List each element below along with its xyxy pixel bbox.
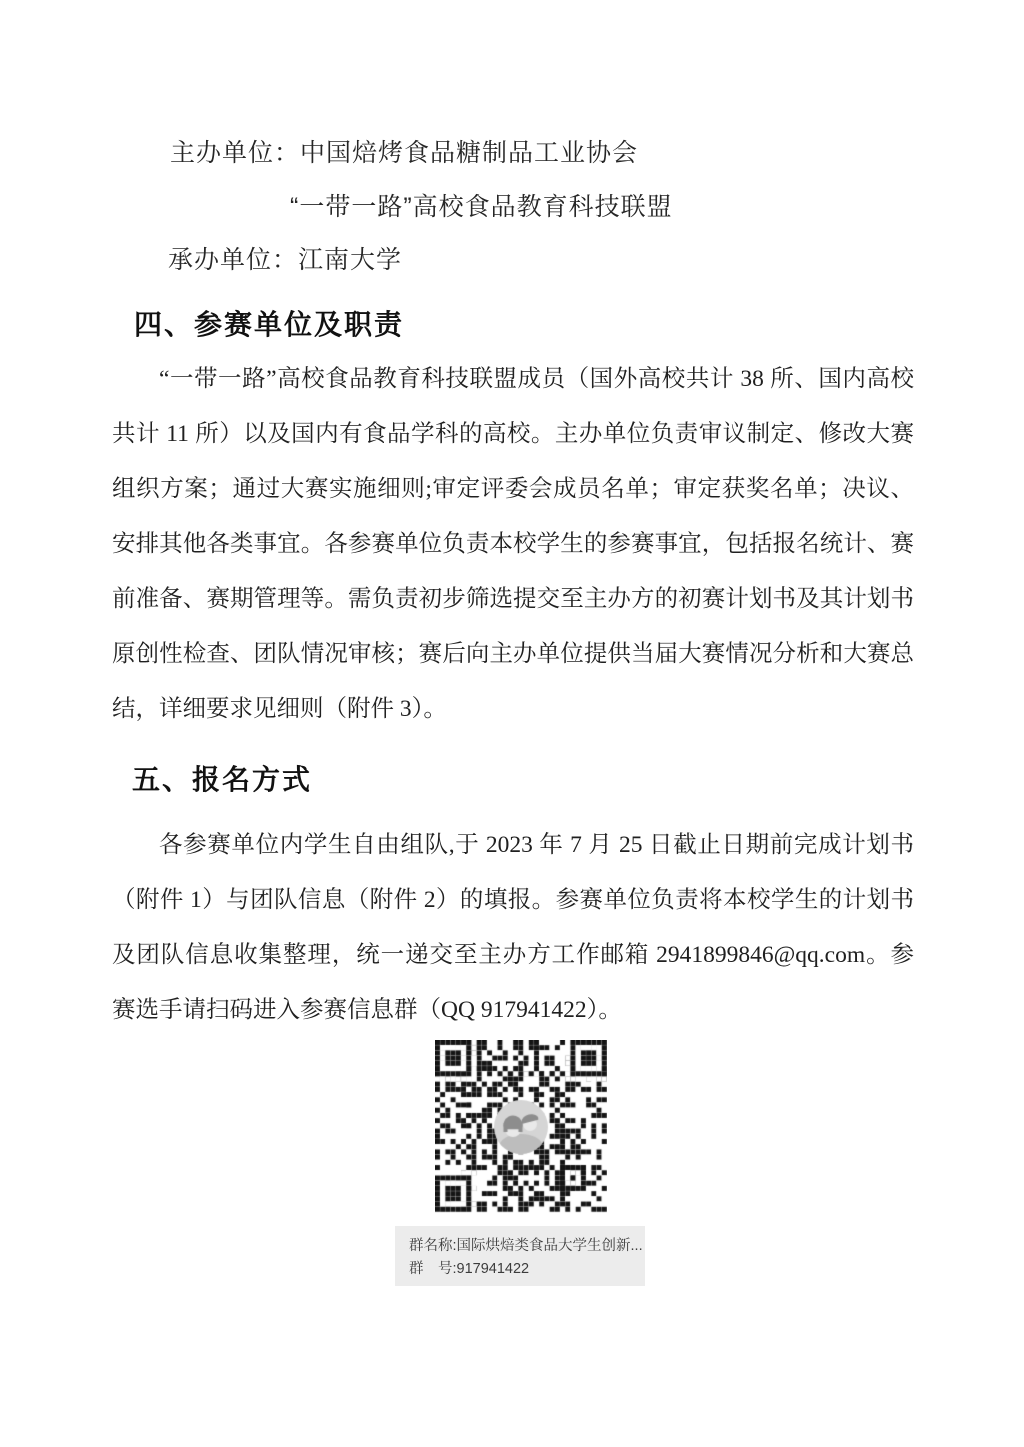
qr-group-number-label: 群 号:917941422 (409, 1261, 530, 1277)
qq-group-qr-code (435, 1040, 607, 1214)
host-organizer-line-2: “一带一路”高校食品教育科技联盟 (290, 193, 673, 221)
qr-group-name-label: 群名称:国际烘焙类食品大学生创新... (409, 1238, 643, 1254)
qr-caption-box (395, 1226, 645, 1286)
section-5-heading: 五、报名方式 (132, 764, 313, 795)
host-organizer-line: 主办单位：中国焙烤食品糖制品工业协会 (170, 139, 639, 167)
undertaker-line: 承办单位：江南大学 (168, 246, 403, 274)
section-5-paragraph: 各参赛单位内学生自由组队,于 2023 年 7 月 25 日截止日期前完成计划书（附件 1）与团队信息（附件 2）的填报。参赛单位负责将本校学生的计划书及团队信息收集整理，统一递交至主办方工作邮箱 2941899846@qq.com。参赛选手请扫码进入参赛信息群（QQ 917941422）。 (112, 832, 914, 1023)
section-4-heading: 四、参赛单位及职责 (134, 309, 405, 340)
section-4-paragraph: “一带一路”高校食品教育科技联盟成员（国外高校共计 38 所、国内高校共计 11 所）以及国内有食品学科的高校。主办单位负责审议制定、修改大赛组织方案；通过大赛实施细则;审定评委会成员名单；审定获奖名单；决议、安排其他各类事宜。各参赛单位负责本校学生的参赛事宜，包括报名统计、赛前准备、赛期管理等。需负责初步筛选提交至主办方的初赛计划书及其计划书原创性检查、团队情况审核；赛后向主办单位提供当届大赛情况分析和大赛总结，详细要求见细则（附件 3）。 (112, 366, 914, 722)
